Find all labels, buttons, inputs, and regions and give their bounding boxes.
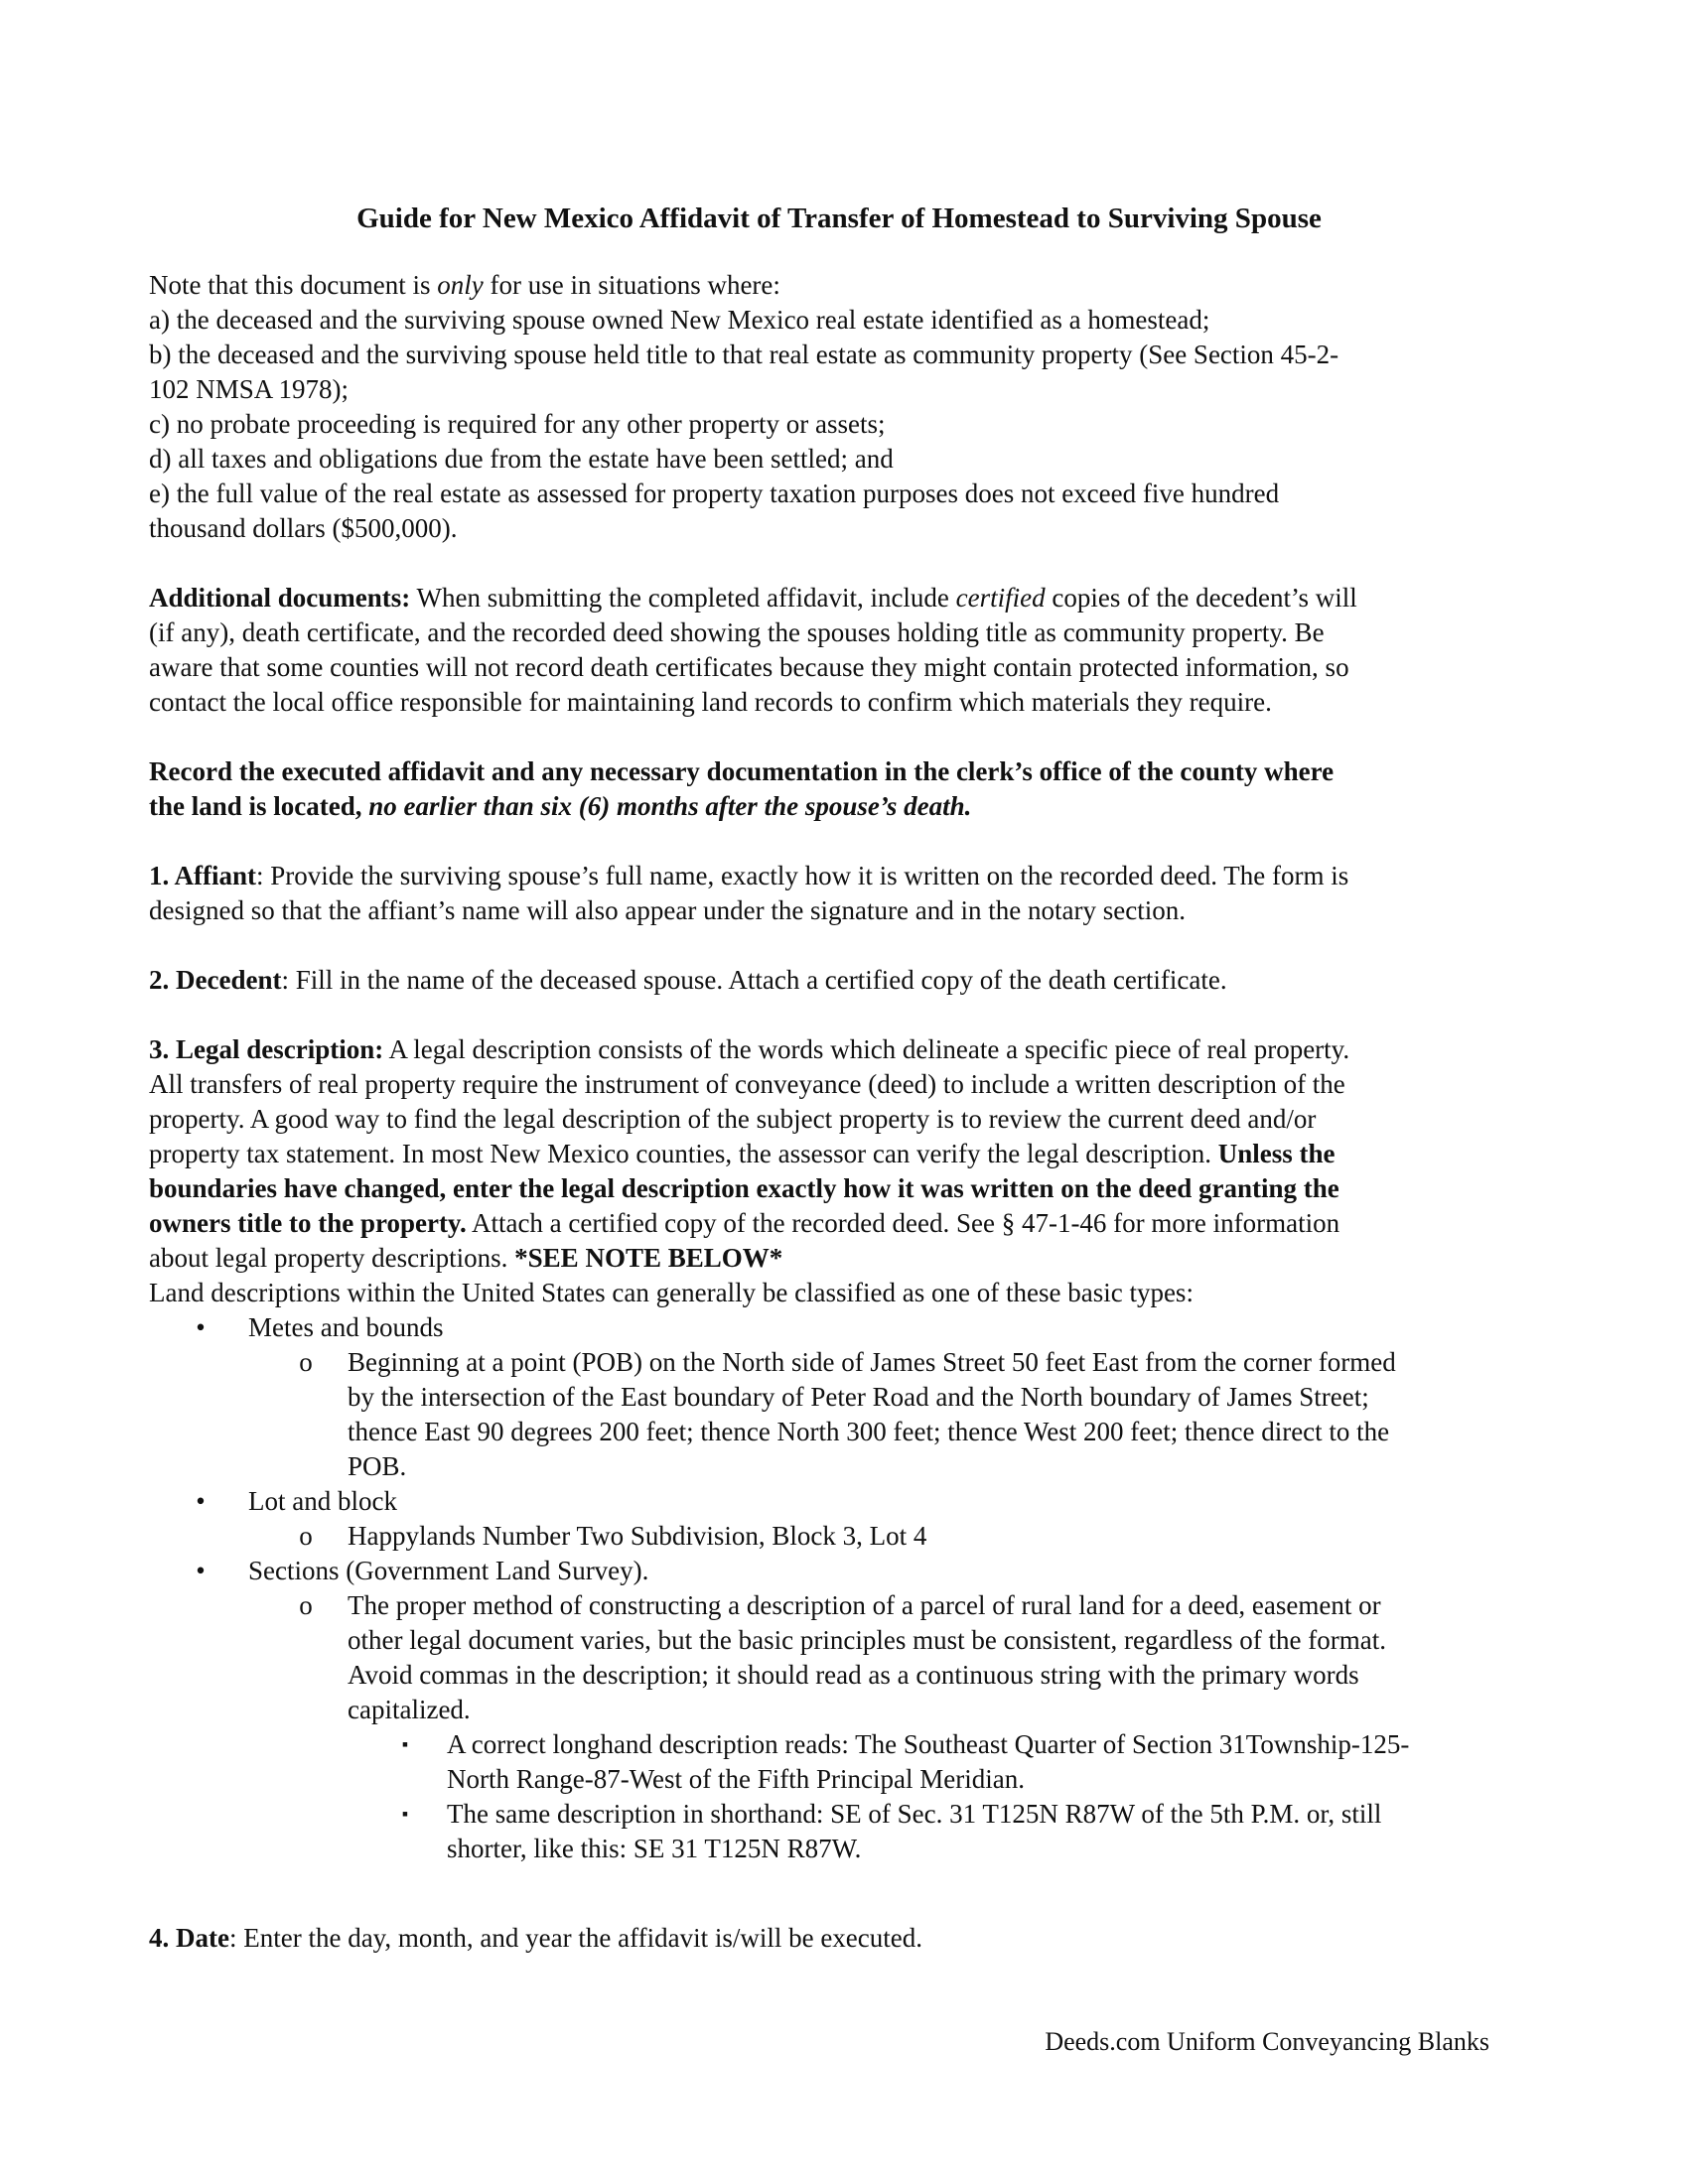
- metes-example-line-2: by the intersection of the East boundary of Peter Road and the North boundary of James Street;: [348, 1382, 1369, 1412]
- decedent-line: [149, 963, 1529, 998]
- square-bullet-icon: ▪: [401, 1804, 409, 1824]
- legal-line-1: [149, 1032, 1529, 1067]
- legal-label: 3. Legal description:: [149, 1034, 384, 1064]
- legal-text: A legal description consists of the words which delineate a specific piece of real property.: [383, 1034, 1350, 1064]
- additional-documents-section: [149, 581, 1529, 720]
- date-line: [149, 1921, 1529, 1956]
- sections-example-text: The proper method of constructing a description of a parcel of rural land for a deed, easement or: [348, 1590, 1381, 1620]
- decedent-section: [149, 963, 1529, 998]
- longhand-line-2: North Range-87-West of the Fifth Principal Meridian.: [447, 1764, 1025, 1794]
- affiant-label: 1. Affiant: [149, 861, 256, 890]
- document-title: Guide for New Mexico Affidavit of Transfer of Homestead to Surviving Spouse: [356, 203, 1322, 234]
- legal-line-2: All transfers of real property require the instrument of conveyance (deed) to include a written description of the: [149, 1069, 1345, 1099]
- shorthand-text: The same description in shorthand: SE of Sec. 31 T125N R87W of the 5th P.M. or, still: [447, 1799, 1382, 1829]
- see-note-below: *SEE NOTE BELOW*: [514, 1243, 783, 1273]
- condition-e: e) the full value of the real estate as assessed for property taxation purposes does not exceed five hundred: [149, 478, 1280, 508]
- legal-text-7: about legal property descriptions.: [149, 1243, 515, 1273]
- additional-emphasis: certified: [955, 583, 1046, 613]
- condition-a: a) the deceased and the surviving spouse owned New Mexico real estate identified as a homestead;: [149, 305, 1210, 335]
- bullet-icon: •: [196, 1556, 206, 1585]
- metes-example-line-1: [149, 1345, 1529, 1380]
- additional-line-2: (if any), death certificate, and the recorded deed showing the spouses holding title as community property. Be: [149, 617, 1325, 647]
- additional-line-4: contact the local office responsible for maintaining land records to confirm which materials they require.: [149, 687, 1272, 717]
- longhand-line-1: [149, 1727, 1529, 1762]
- legal-line-3: property. A good way to find the legal description of the subject property is to review the current deed and/or: [149, 1104, 1317, 1134]
- record-line-1: Record the executed affidavit and any necessary documentation in the clerk’s office of the county where: [149, 756, 1335, 786]
- list-item-sections: [149, 1554, 1529, 1588]
- affiant-line-1: [149, 859, 1529, 893]
- date-section: [149, 1921, 1529, 1956]
- additional-text-end: copies of the decedent’s will: [1045, 583, 1357, 613]
- metes-example-line-4: POB.: [348, 1451, 407, 1481]
- list-item-metes-and-bounds: [149, 1310, 1529, 1345]
- lot-example-line: [149, 1519, 1529, 1554]
- date-text: : Enter the day, month, and year the affidavit is/will be executed.: [228, 1923, 923, 1953]
- sections-example-line-1: [149, 1588, 1529, 1623]
- sections-example-line-3: Avoid commas in the description; it should read as a continuous string with the primary words: [348, 1660, 1359, 1690]
- longhand-text: A correct longhand description reads: The Southeast Quarter of Section 31Township-125-: [447, 1729, 1410, 1759]
- affiant-line-2: designed so that the affiant’s name will also appear under the signature and in the notary section.: [149, 895, 1186, 925]
- circle-bullet-icon: o: [299, 1347, 313, 1377]
- intro-section: [149, 268, 1529, 546]
- page-footer: Deeds.com Uniform Conveyancing Blanks: [1045, 2027, 1489, 2056]
- circle-bullet-icon: o: [299, 1590, 313, 1620]
- decedent-label: 2. Decedent: [149, 965, 282, 995]
- list-item-label: Sections (Government Land Survey).: [248, 1556, 649, 1585]
- bullet-icon: •: [196, 1486, 206, 1516]
- record-line-2: [149, 789, 1529, 824]
- lot-example-text: Happylands Number Two Subdivision, Block 3, Lot 4: [348, 1521, 927, 1551]
- legal-line-8: Land descriptions within the United States can generally be classified as one of these basic types:: [149, 1278, 1194, 1307]
- record-instruction: [149, 754, 1529, 824]
- legal-emphasis-4: Unless the: [1217, 1139, 1336, 1168]
- additional-label: Additional documents:: [149, 583, 411, 613]
- intro-lead-text: Note that this document is: [149, 270, 438, 300]
- legal-emphasis-6: owners title to the property.: [149, 1208, 467, 1238]
- metes-example-text: Beginning at a point (POB) on the North side of James Street 50 feet East from the corner formed: [348, 1347, 1396, 1377]
- intro-lead: [149, 268, 1529, 303]
- legal-text-6: Attach a certified copy of the recorded deed. See § 47-1-46 for more information: [466, 1208, 1340, 1238]
- intro-lead-text-end: for use in situations where:: [483, 270, 780, 300]
- legal-line-6: [149, 1206, 1529, 1241]
- metes-example-line-3: thence East 90 degrees 200 feet; thence North 300 feet; thence West 200 feet; thence direct to the: [348, 1417, 1390, 1446]
- square-bullet-icon: ▪: [401, 1734, 409, 1754]
- legal-description-section: [149, 1032, 1529, 1866]
- intro-lead-emphasis: only: [437, 270, 484, 300]
- legal-text-4: property tax statement. In most New Mexico counties, the assessor can verify the legal description.: [149, 1139, 1218, 1168]
- legal-line-5: boundaries have changed, enter the legal description exactly how it was written on the deed granting the: [149, 1173, 1339, 1203]
- list-item-label: Metes and bounds: [248, 1312, 444, 1342]
- decedent-text: : Fill in the name of the deceased spouse. Attach a certified copy of the death certificate.: [281, 965, 1227, 995]
- list-item-label: Lot and block: [248, 1486, 397, 1516]
- sections-example-line-4: capitalized.: [348, 1695, 471, 1724]
- bullet-icon: •: [196, 1312, 206, 1342]
- record-emphasis: no earlier than six (6) months after the spouse’s death.: [368, 791, 972, 821]
- additional-text: When submitting the completed affidavit, include: [410, 583, 956, 613]
- affiant-section: [149, 859, 1529, 928]
- condition-c: c) no probate proceeding is required for any other property or assets;: [149, 409, 886, 439]
- list-item-lot-and-block: [149, 1484, 1529, 1519]
- additional-line-1: [149, 581, 1529, 615]
- condition-b-cont: 102 NMSA 1978);: [149, 374, 350, 404]
- circle-bullet-icon: o: [299, 1521, 313, 1551]
- legal-line-7: [149, 1241, 1529, 1276]
- condition-b: b) the deceased and the surviving spouse held title to that real estate as community property (See Section 45-2-: [149, 340, 1339, 369]
- record-text: the land is located,: [149, 791, 369, 821]
- condition-e-cont: thousand dollars ($500,000).: [149, 513, 458, 543]
- shorthand-line-1: [149, 1797, 1529, 1832]
- shorthand-line-2: shorter, like this: SE 31 T125N R87W.: [447, 1834, 862, 1863]
- legal-line-4: [149, 1137, 1529, 1171]
- additional-line-3: aware that some counties will not record death certificates because they might contain protected information, so: [149, 652, 1349, 682]
- sections-example-line-2: other legal document varies, but the basic principles must be consistent, regardless of the format.: [348, 1625, 1386, 1655]
- condition-d: d) all taxes and obligations due from the estate have been settled; and: [149, 444, 894, 474]
- date-label: 4. Date: [149, 1923, 229, 1953]
- affiant-text: : Provide the surviving spouse’s full name, exactly how it is written on the recorded deed. The form is: [256, 861, 1349, 890]
